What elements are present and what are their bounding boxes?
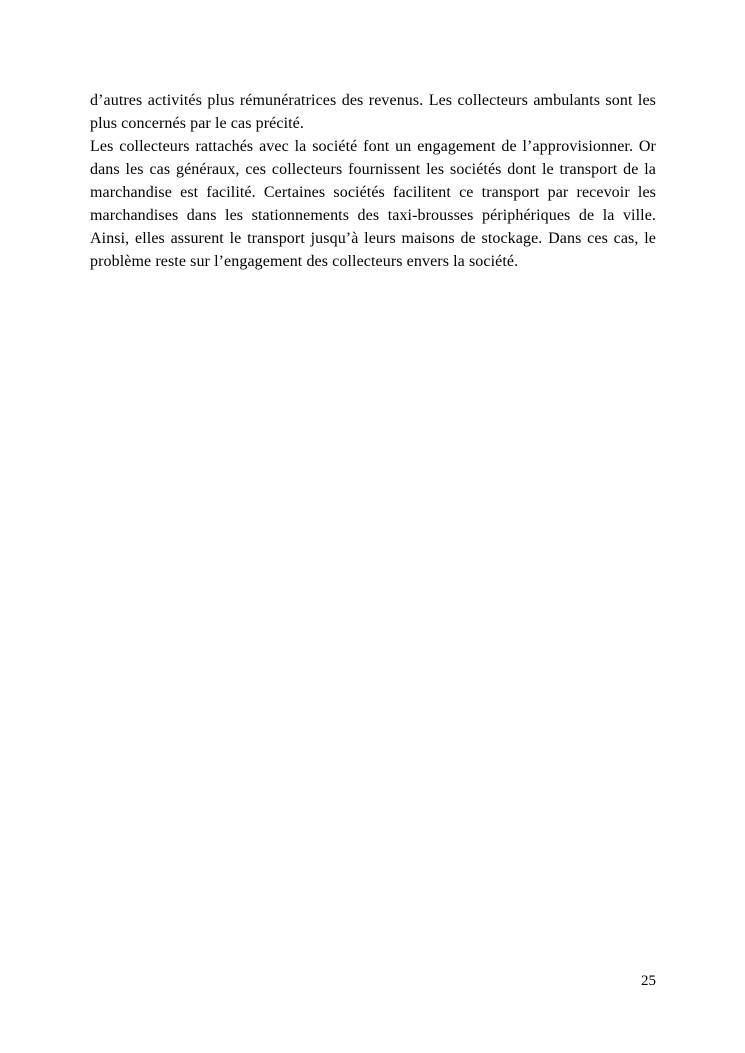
- page-number: 25: [641, 973, 656, 989]
- paragraph-2: Les collecteurs rattachés avec la société font un engagement de l’approvisionner. Or dans les cas généraux, ces collecteurs fournissent les sociétés dont le transport de la marchandise est facilité. Certaines sociétés facilitent ce transport par recevoir les marchandises dans les stationnements des taxi-brousses périphériques de la ville. Ainsi, elles assurent le transport jusqu’à leurs maisons de stockage. Dans ces cas, le problème reste sur l’engagement des collecteurs envers la société.: [90, 138, 656, 270]
- paragraph-1: d’autres activités plus rémunératrices des revenus. Les collecteurs ambulants sont les plus concernés par le cas précité.: [90, 92, 656, 132]
- body-text: [90, 89, 656, 273]
